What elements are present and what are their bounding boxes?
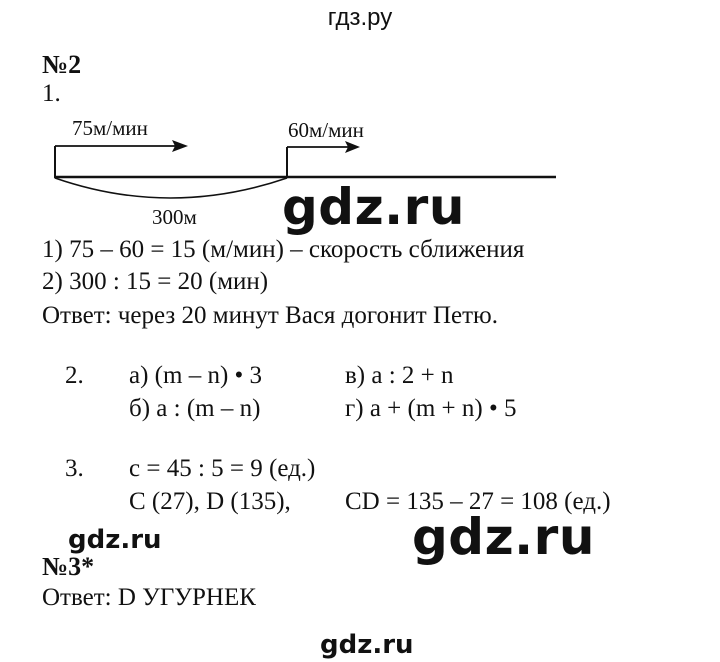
petya-speed-label: 60м/мин bbox=[288, 118, 364, 142]
unit-segment-calc: c = 45 : 5 = 9 (ед.) bbox=[129, 455, 316, 482]
distance-arc bbox=[55, 178, 287, 198]
answer-part-1: Ответ: через 20 минут Вася догонит Петю. bbox=[42, 302, 498, 329]
task-2-part-3-index: 3. bbox=[65, 455, 84, 482]
site-header: гдз.ру bbox=[327, 4, 393, 31]
distance-label: 300м bbox=[152, 205, 197, 229]
watermark-gdz-small-1: gdz.ru bbox=[68, 525, 162, 555]
solution-step-1: 1) 75 – 60 = 15 (м/мин) – скорость сближения bbox=[42, 236, 525, 263]
watermark-gdz-large-2: gdz.ru bbox=[412, 508, 595, 566]
task-2-heading: №2 bbox=[42, 50, 82, 79]
points-coordinates: C (27), D (135), bbox=[129, 488, 291, 515]
watermark-gdz-small-2: gdz.ru bbox=[320, 630, 414, 660]
task-2-part-2-index: 2. bbox=[65, 362, 84, 389]
expression-v: в) a : 2 + n bbox=[345, 362, 454, 389]
task-2-part-1-index: 1. bbox=[42, 80, 61, 107]
expression-g: г) a + (m + n) • 5 bbox=[345, 395, 517, 422]
vasya-speed-label: 75м/мин bbox=[72, 116, 148, 140]
solution-step-2: 2) 300 : 15 = 20 (мин) bbox=[42, 268, 269, 295]
task-3-heading: №3* bbox=[42, 552, 95, 581]
cd-length-calc: CD = 135 – 27 = 108 (ед.) bbox=[345, 488, 611, 515]
expression-b: б) a : (m – n) bbox=[129, 395, 261, 422]
watermark-gdz-large-1: gdz.ru bbox=[282, 178, 465, 236]
answer-task-3: Ответ: D УГУРНЕК bbox=[42, 584, 256, 611]
expression-a: а) (m – n) • 3 bbox=[129, 362, 263, 389]
